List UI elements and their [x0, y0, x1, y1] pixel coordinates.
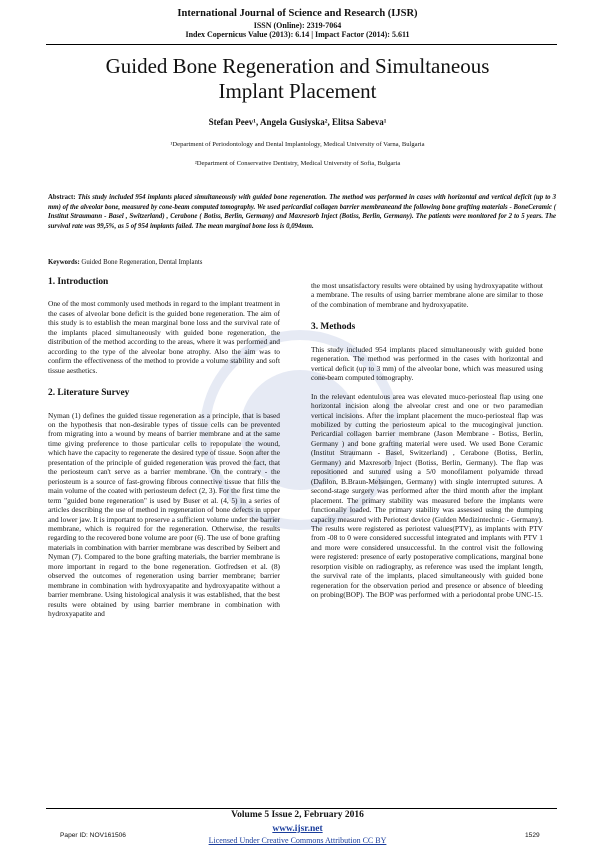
footer-paper-id: Paper ID: NOV161506 [60, 832, 126, 839]
footer-page-number: 1529 [525, 832, 540, 839]
right-column [311, 281, 543, 609]
paper-title-line-2: Implant Placement [218, 79, 377, 103]
footer-license-link[interactable]: Licensed Under Creative Commons Attribution CC BY [208, 836, 387, 845]
keywords [48, 259, 202, 266]
authors: Stefan Peev¹, Angela Gusiyska², Elitsa Sabeva¹ [208, 117, 387, 127]
journal-index: Index Copernicus Value (2013): 6.14 | Impact Factor (2014): 5.611 [185, 30, 410, 40]
paper-title-line-1: Guided Bone Regeneration and Simultaneous [105, 54, 490, 78]
abstract [48, 193, 556, 231]
journal-title: International Journal of Science and Research (IJSR) [177, 8, 418, 19]
header-divider [46, 44, 557, 45]
section-heading-literature: 2. Literature Survey [48, 388, 130, 399]
introduction-paragraph: One of the most commonly used methods in regard to the implant treatment in the cases of alveolar bone deficit is the guided bone regeneration. The aim of this study is to establish the mean marginal bone loss and the survival rate of the implants placed simultaneously with guided bone regeneration, the distribution of the method according to the areas, where it was performed and according to the type of the alveolar bone atrophy. Also the aim was to confirm the effectiveness of the method to provide a volume stability and soft tissue aesthetics. [48, 299, 280, 375]
keywords-label: Keywords: [48, 259, 80, 266]
methods-paragraph-1: This study included 954 implants placed simultaneously with guided bone regeneration. The method was performed in the cases with horizontal and vertical deficit (up to 3 mm) of the alveolar bone, which was measured using cone-beam computed tomography. [311, 344, 543, 383]
abstract-text: This study included 954 implants placed simultaneously with guided bone regeneration. The method was performed in cases with horizontal and vertical deficit (up to 3 mm) of the alveolar bone, measured by cone-beam computed tomography. We used pericardial collagen barrier membraneand the following bone grafting materials - BoneCeramic ( Institut Straumann - Basel , Switzerland) , Cerabone ( Botiss, Berlin, Germany) and Maxresorb Inject (Botiss, Berlin, Germany). The patients were monitored for 2 to 5 years. The survival rate was 99,5%, as 5 of 954 implants failed. The mean marginal bone loss is 0,094mm. [48, 194, 557, 230]
footer-volume: Volume 5 Issue 2, February 2016 [231, 810, 364, 820]
section-heading-introduction: 1. Introduction [48, 277, 109, 287]
abstract-label: Abstract: [48, 194, 76, 201]
left-column [48, 278, 280, 628]
literature-paragraph-continued: the most unsatisfactory results were obtained by using hydroxyapatite without a membrane. The results of using barrier membrane alone are similar to those of the combination of membrane and hydroxyapatite. [311, 281, 543, 309]
literature-paragraph: Nyman (1) defines the guided tissue regeneration as a principle, that is based on the hypothesis that non-desirable types of tissue cells can be prevented from migrating into a wound by means of barrier membrane and at the same time giving preference to those particular cells to repopulate the wound, which have the capacity to regenerate the desired type of tissue. Soon after the presentation of the principle of guided regeneration was proved the fact, that the periosteum can't serve as a barrier membrane. On the contrary - the periosteum is a source of fast-growing fibrous connective tissue that fills the main volume of the coated with periosteum defect (2, 3). For the first time the term "guided bone regeneration" is used by Buser et al. (4, 5) in a series of articles describing the use of method in regeneration of bone defects in upper and lower jaw. It is important to preserve a sufficient volume under the barrier membrane, which is required for the regeneration. Otherwise, the results regarding to the recovered bone volume are poor (6). The use of bone grafting materials in combination with barrier membrane was described by Seibert and Nyman (7). Compared to the bone grafting materials, the barrier membrane is more important in regard to the bone regeneration. Gotfredsen et al. (8) observed the outcomes of regeneration using barrier membrane; barrier membrane in combination with hydroxyapatite and hydroxyapatite without a barrier membrane. Using histological analysis it was established, that the best results were obtained by using barrier membrane in combination with hydroxyapatite and [48, 410, 280, 619]
footer-url-link[interactable]: www.ijsr.net [272, 824, 323, 834]
affiliation-2: ²Department of Conservative Dentistry, Medical University of Sofia, Bulgaria [194, 160, 401, 167]
section-heading-methods: 3. Methods [311, 322, 356, 333]
journal-header [0, 8, 595, 40]
methods-paragraph-2: In the relevant edentulous area was elevated muco-periosteal flap using one horizontal incision along the alveolar crest and one or two paramedian vertical incisions. After the implant placement the muco-periosteal flap was mobilized by cutting the periosteum apical to the mucogingival junction. Pericardial collagen barrier membrane (Jason Membrane - Botiss, Berlin, Germany ) and bone grafting material were used. We used Bone Ceramic (Institut Straumann - Basel, Switzerland) , Cerabone (Botiss, Berlin, Germany) and Maxresorb Inject (Botiss, Berlin, Germany). The flap was repositioned and sutured using a 5/0 monofilament polyamide thread (Dafilon, B.Braun-Melsungen, Germany) with single interrupted sutures. A second-stage surgery was performed after the third month after the implant placement. The primary stability was measured before the implants were functionally loaded. The primary stability was assessed using the dumping capacity measured with Periotest device (Gulden Medizintechnic - Germany). The results were registered as periotest values(PTV), as implants with PTV from -08 to 0 were considered successful integrated and implants with PTV 1 and more were considered unsuccessful. In the control visit the following were registered: presence of early postoperative complications, marginal bone resorption visible on radiography, as reference was used the implant length, the survival rate of the implants, placed simultaneously with guided bone regeneration for the observation period and presence or absence of bleeding on probing(BOP). The BOP was performed with a periodontal probe UNC-15. [311, 391, 543, 600]
footer-divider [46, 808, 557, 809]
paper-title [40, 54, 555, 104]
journal-issn: ISSN (Online): 2319-7064 [253, 20, 342, 30]
affiliation-1: ¹Department of Periodontology and Dental Implantology, Medical University of Varna, Bulgaria [170, 141, 425, 148]
keywords-text: Guided Bone Regeneration, Dental Implants [81, 259, 203, 266]
